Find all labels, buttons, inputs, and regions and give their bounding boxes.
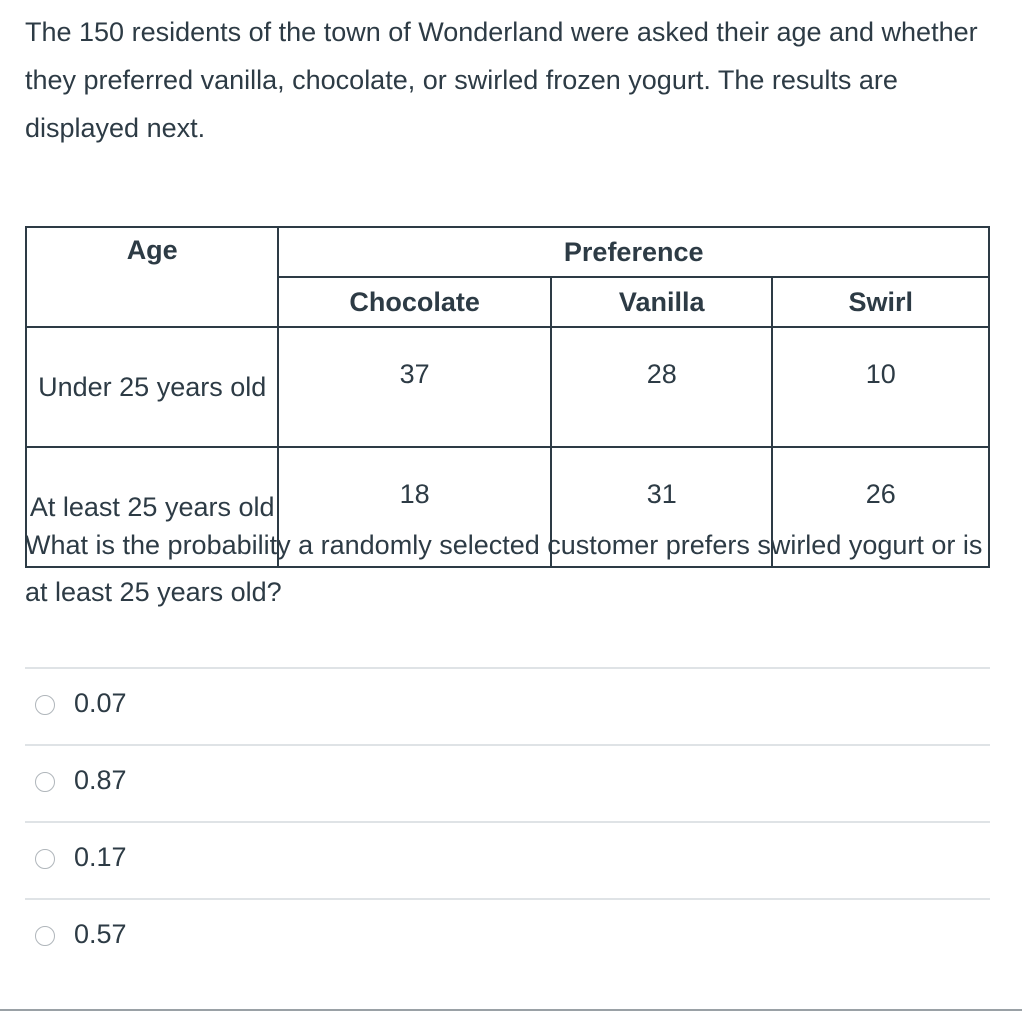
answer-label: 0.07 bbox=[74, 688, 127, 718]
radio-button[interactable] bbox=[35, 695, 55, 715]
radio-button[interactable] bbox=[35, 849, 55, 869]
cell-under-25-swirl: 10 bbox=[772, 327, 989, 447]
row-label-at-least-25: At least 25 years old bbox=[26, 447, 278, 567]
table-row bbox=[26, 327, 989, 447]
answer-option[interactable] bbox=[25, 898, 990, 975]
question-prompt: What is the probability a randomly selected customer prefers swirled yogurt or is at least 25 years old? bbox=[25, 530, 983, 607]
cell-at-least-25-chocolate: 18 bbox=[278, 447, 551, 567]
age-header: Age bbox=[26, 227, 278, 327]
cell-at-least-25-swirl: 26 bbox=[772, 447, 989, 567]
column-header-swirl: Swirl bbox=[772, 277, 989, 327]
column-header-vanilla: Vanilla bbox=[551, 277, 773, 327]
answer-option[interactable] bbox=[25, 821, 990, 898]
bottom-divider bbox=[0, 1009, 1022, 1011]
row-label-under-25: Under 25 years old bbox=[26, 327, 278, 447]
answer-label: 0.57 bbox=[74, 919, 127, 949]
answer-option[interactable] bbox=[25, 744, 990, 821]
answer-list bbox=[25, 667, 990, 975]
question-intro: The 150 residents of the town of Wonderland were asked their age and whether they preferred vanilla, chocolate, or swirled frozen yogurt. The results are displayed next. bbox=[25, 17, 978, 143]
answer-label: 0.87 bbox=[74, 765, 127, 795]
table-header-row bbox=[26, 227, 989, 277]
survey-table bbox=[25, 226, 990, 568]
cell-under-25-vanilla: 28 bbox=[551, 327, 773, 447]
preference-header: Preference bbox=[278, 227, 989, 277]
column-header-chocolate: Chocolate bbox=[278, 277, 551, 327]
answer-label: 0.17 bbox=[74, 842, 127, 872]
radio-button[interactable] bbox=[35, 772, 55, 792]
answer-option[interactable] bbox=[25, 667, 990, 744]
radio-button[interactable] bbox=[35, 926, 55, 946]
cell-at-least-25-vanilla: 31 bbox=[551, 447, 773, 567]
cell-under-25-chocolate: 37 bbox=[278, 327, 551, 447]
